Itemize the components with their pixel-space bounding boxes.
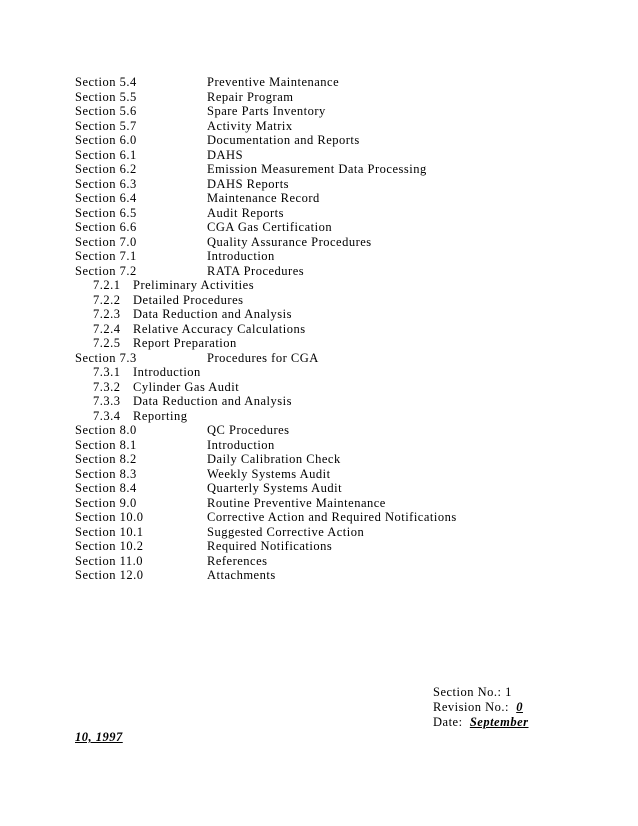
toc-section-row <box>75 75 595 90</box>
toc-subsection-number: 7.2.5 <box>93 336 121 350</box>
toc-section-number: Section 8.3 <box>75 466 137 481</box>
toc-section-number: Section 6.1 <box>75 147 137 162</box>
toc-section-row <box>75 496 595 511</box>
toc-section-number: Section 5.7 <box>75 118 137 133</box>
toc-section-row <box>75 438 595 453</box>
toc-section-number: Section 6.6 <box>75 220 137 234</box>
toc-section-number: Section 7.0 <box>75 234 137 249</box>
toc-subsection-row <box>75 307 595 322</box>
toc-entry-title: CGA Gas Certification <box>207 220 333 234</box>
toc-section-row <box>75 220 595 235</box>
toc-entry-title: Procedures for CGA <box>207 350 319 365</box>
toc-subsection-number: 7.3.1 <box>93 365 121 379</box>
toc-entry-title: Corrective Action and Required Notifications <box>207 510 457 524</box>
toc-section-row <box>75 177 595 192</box>
toc-entry-title: DAHS <box>207 147 244 162</box>
toc-section-row <box>75 264 595 279</box>
toc-section-number: Section 7.1 <box>75 249 137 263</box>
toc-section-row <box>75 162 595 177</box>
toc-entry-title: Weekly Systems Audit <box>207 466 331 481</box>
date-value-month: September <box>469 715 529 729</box>
toc-entry-title: Spare Parts Inventory <box>207 104 326 118</box>
document-footer <box>433 685 529 730</box>
toc-section-number: Section 6.3 <box>75 176 137 191</box>
toc-section-row <box>75 148 595 163</box>
toc-subsection-number: 7.3.4 <box>93 408 121 423</box>
toc-subsection-row <box>75 293 595 308</box>
toc-section-number: Section 6.0 <box>75 133 137 147</box>
toc-subsection-row <box>75 409 595 424</box>
toc-entry-title: Quarterly Systems Audit <box>207 481 343 495</box>
toc-section-number: Section 8.1 <box>75 437 137 452</box>
toc-entry-title: Required Notifications <box>207 539 333 553</box>
toc-entry-title: QC Procedures <box>207 423 290 437</box>
date-value-continued: 10, 1997 <box>75 730 123 744</box>
toc-entry-title: Emission Measurement Data Processing <box>207 162 427 176</box>
toc-entry-title: Maintenance Record <box>207 191 320 205</box>
toc-entry-title: Introduction <box>207 437 275 452</box>
toc-subsection-row <box>75 336 595 351</box>
toc-subsection-row <box>75 394 595 409</box>
toc-section-row <box>75 481 595 496</box>
toc-section-number: Section 5.6 <box>75 104 137 118</box>
toc-section-number: Section 6.4 <box>75 191 137 205</box>
toc-entry-title: Audit Reports <box>207 205 284 220</box>
toc-section-row <box>75 90 595 105</box>
toc-section-number: Section 10.1 <box>75 524 144 539</box>
toc-entry-title: DAHS Reports <box>207 176 290 191</box>
toc-section-row <box>75 206 595 221</box>
toc-entry-title: Suggested Corrective Action <box>207 524 365 539</box>
toc-subsection-row <box>75 278 595 293</box>
toc-section-number: Section 9.0 <box>75 495 137 510</box>
toc-section-row <box>75 191 595 206</box>
toc-entry-title: Detailed Procedures <box>133 292 244 307</box>
toc-entry-title: Data Reduction and Analysis <box>133 394 292 408</box>
section-number-line <box>433 685 529 700</box>
date-label: Date: <box>433 715 463 729</box>
toc-section-number: Section 5.4 <box>75 75 137 89</box>
revision-number-line <box>433 700 529 715</box>
toc-entry-title: Preventive Maintenance <box>207 75 340 89</box>
toc-section-number: Section 8.4 <box>75 481 137 495</box>
toc-section-number: Section 11.0 <box>75 553 144 568</box>
toc-section-number: Section 6.5 <box>75 205 137 220</box>
toc-section-number: Section 12.0 <box>75 568 144 582</box>
toc-section-number: Section 8.2 <box>75 452 137 466</box>
revision-number-label: Revision No.: <box>433 700 509 714</box>
toc-section-row <box>75 525 595 540</box>
toc-section-row <box>75 249 595 264</box>
toc-section-number: Section 8.0 <box>75 423 137 437</box>
toc-section-row <box>75 133 595 148</box>
toc-subsection-row <box>75 322 595 337</box>
toc-subsection-number: 7.2.3 <box>93 307 121 321</box>
toc-subsection-number: 7.2.1 <box>93 278 121 292</box>
toc-entry-title: Quality Assurance Procedures <box>207 234 372 249</box>
toc-entry-title: Activity Matrix <box>207 118 293 133</box>
toc-section-row <box>75 423 595 438</box>
toc-section-row <box>75 452 595 467</box>
section-number-label: Section No.: 1 <box>433 685 512 699</box>
toc-section-number: Section 7.2 <box>75 263 137 278</box>
toc-entry-title: Relative Accuracy Calculations <box>133 321 306 336</box>
toc-entry-title: Attachments <box>207 568 276 582</box>
date-line <box>433 715 529 730</box>
toc-subsection-number: 7.3.2 <box>93 379 121 394</box>
toc-subsection-number: 7.2.2 <box>93 292 121 307</box>
toc-subsection-row <box>75 365 595 380</box>
toc-section-row <box>75 104 595 119</box>
toc-entry-title: Preliminary Activities <box>133 278 255 292</box>
toc-entry-title: Daily Calibration Check <box>207 452 341 466</box>
toc-section-number: Section 6.2 <box>75 162 137 176</box>
toc-entry-title: Report Preparation <box>133 336 237 350</box>
toc-section-row <box>75 467 595 482</box>
toc-section-row <box>75 510 595 525</box>
toc-entry-title: Cylinder Gas Audit <box>133 379 240 394</box>
toc-section-number: Section 5.5 <box>75 89 137 104</box>
toc-section-row <box>75 539 595 554</box>
toc-entry-title: References <box>207 553 268 568</box>
table-of-contents <box>75 75 595 583</box>
toc-section-number: Section 7.3 <box>75 350 137 365</box>
toc-entry-title: Documentation and Reports <box>207 133 360 147</box>
toc-subsection-number: 7.3.3 <box>93 394 121 408</box>
toc-section-number: Section 10.2 <box>75 539 144 553</box>
toc-section-number: Section 10.0 <box>75 510 144 524</box>
toc-entry-title: Routine Preventive Maintenance <box>207 495 386 510</box>
toc-entry-title: Reporting <box>133 408 188 423</box>
revision-number-value: 0 <box>516 700 523 714</box>
toc-subsection-row <box>75 380 595 395</box>
toc-section-row <box>75 235 595 250</box>
toc-entry-title: RATA Procedures <box>207 263 305 278</box>
toc-entry-title: Introduction <box>133 365 201 379</box>
toc-entry-title: Repair Program <box>207 89 294 104</box>
toc-section-row <box>75 119 595 134</box>
toc-subsection-number: 7.2.4 <box>93 321 121 336</box>
toc-section-row <box>75 351 595 366</box>
toc-section-row <box>75 568 595 583</box>
toc-entry-title: Introduction <box>207 249 275 263</box>
toc-section-row <box>75 554 595 569</box>
toc-entry-title: Data Reduction and Analysis <box>133 307 292 321</box>
